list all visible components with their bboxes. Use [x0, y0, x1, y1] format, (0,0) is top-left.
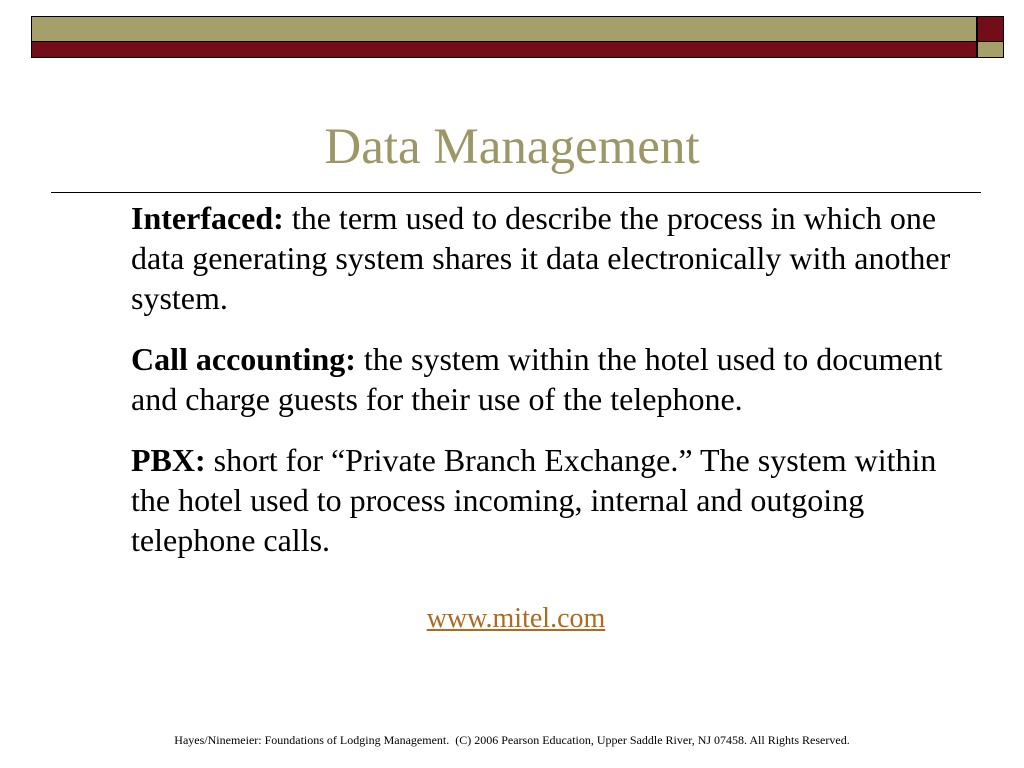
definition-term: Call accounting: [131, 341, 356, 377]
header-bar-maroon [31, 41, 977, 58]
definition-term: Interfaced: [131, 200, 284, 236]
definition-term: PBX: [131, 442, 206, 478]
definition-interfaced [131, 198, 981, 318]
header-square-olive [977, 41, 1004, 58]
header-bar-olive [31, 16, 977, 42]
slide-title: Data Management [324, 119, 700, 175]
slide-body [131, 198, 981, 581]
mitel-link[interactable]: www.mitel.com [426, 603, 606, 634]
definition-call-accounting [131, 339, 981, 419]
definition-text: short for “Private Branch Exchange.” The system within the hotel used to process incoming, internal and outgoing telephone calls. [131, 442, 937, 558]
definition-text: the term used to describe the process in which one data generating system shares it data electronically with another system. [131, 200, 951, 316]
header-square-maroon [977, 16, 1004, 42]
definition-text: the system within the hotel used to document and charge guests for their use of the telephone. [131, 341, 943, 417]
definition-pbx [131, 440, 981, 560]
copyright-footer: Hayes/Ninemeier: Foundations of Lodging Management. (C) 2006 Pearson Education, Upper Saddle River, NJ 07458. All Rights Reserved. [174, 733, 850, 747]
title-divider [51, 192, 981, 193]
